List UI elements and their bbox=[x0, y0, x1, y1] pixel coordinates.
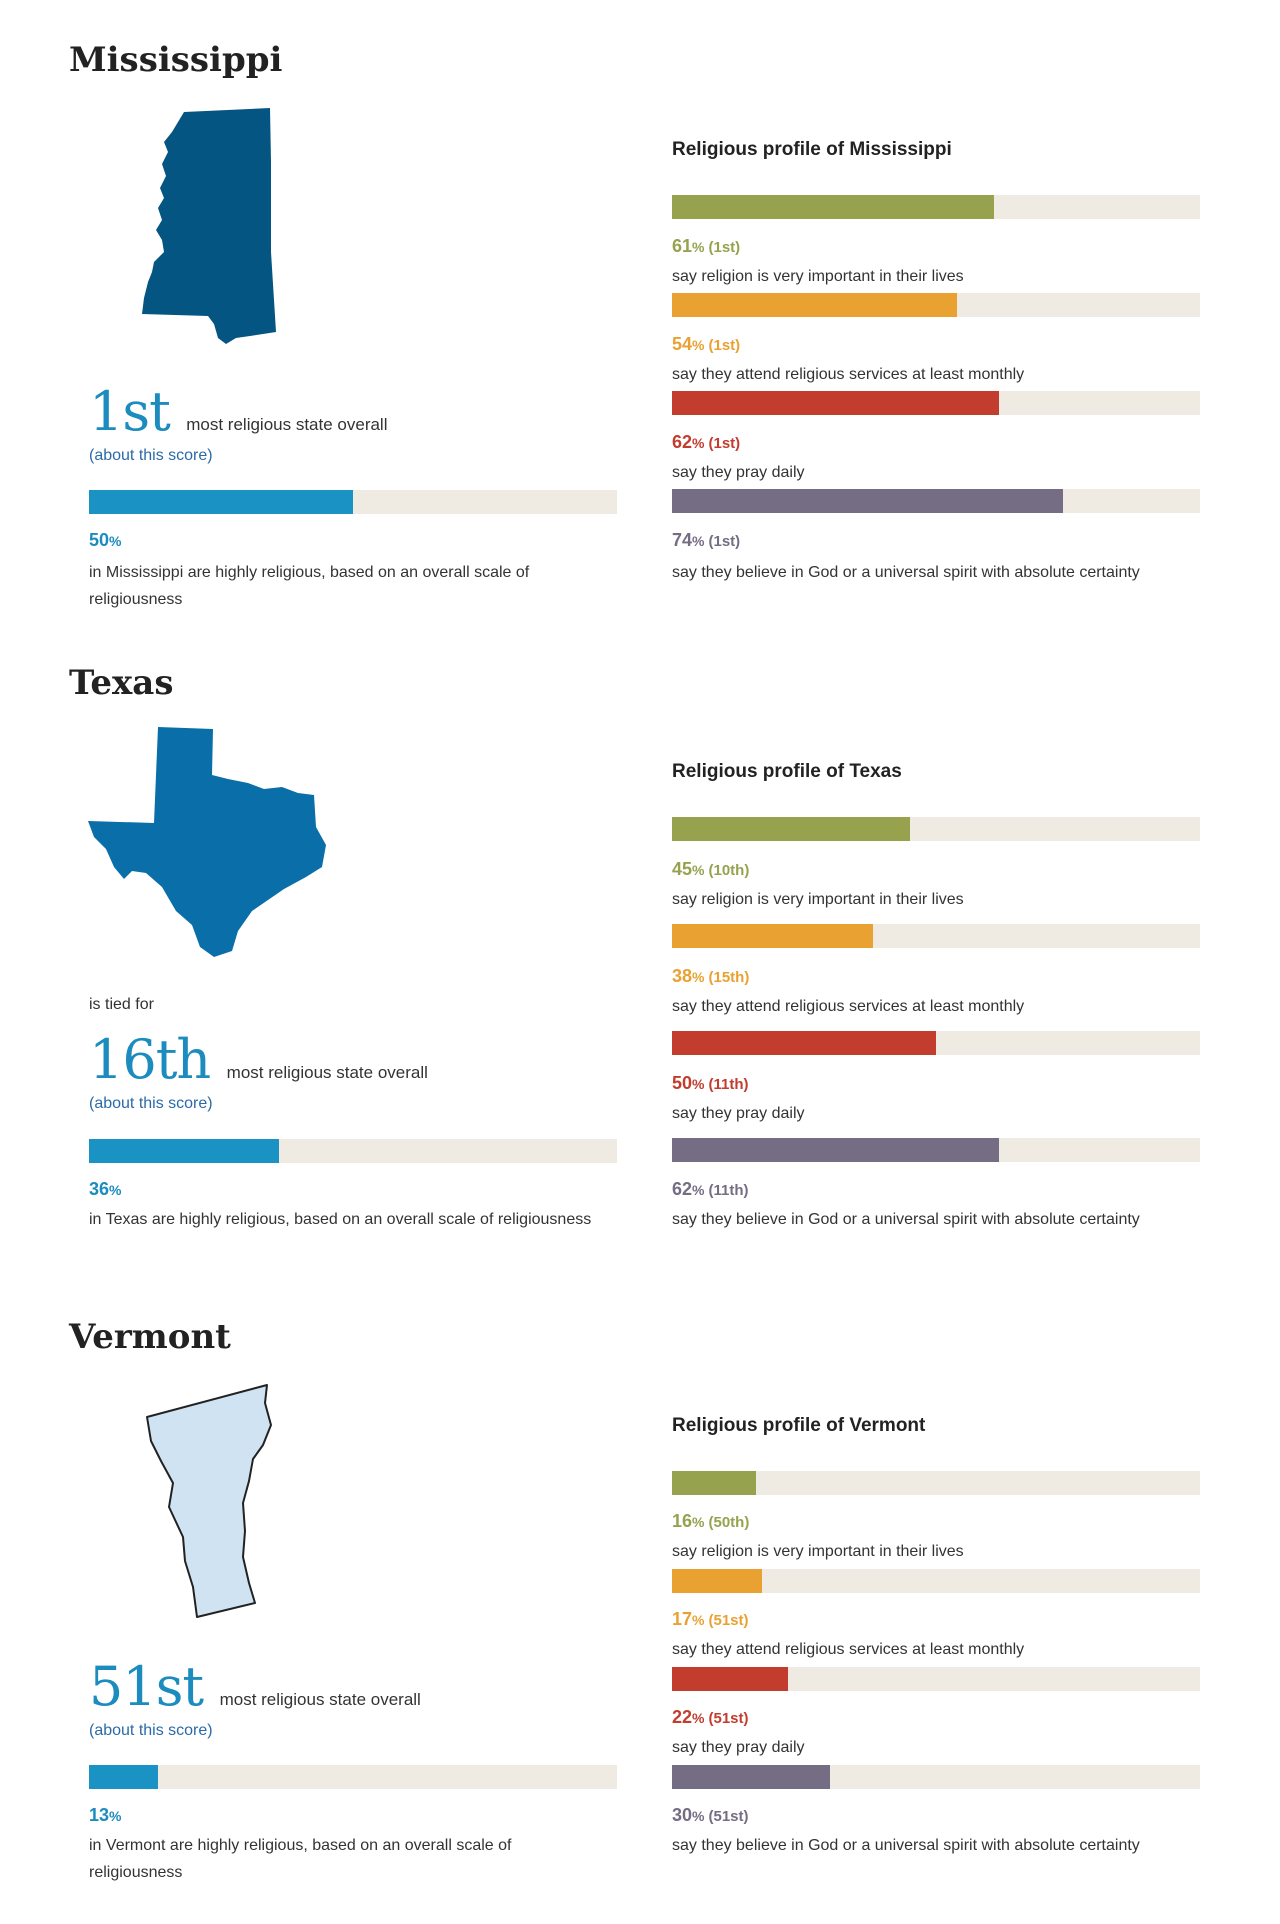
measure-description: say religion is very important in their lives bbox=[672, 268, 964, 285]
measure-percent: 50% (11th) bbox=[672, 1073, 749, 1093]
rank-label: most religious state overall bbox=[186, 415, 388, 434]
measure-bar bbox=[672, 293, 957, 317]
measure-percent: 16% (50th) bbox=[672, 1511, 750, 1531]
measure-description: say religion is very important in their lives bbox=[672, 1543, 964, 1560]
profile-title: Religious profile of Texas bbox=[672, 761, 902, 782]
overall-description: in Texas are highly religious, based on an overall scale of religiousness bbox=[89, 1211, 592, 1228]
overall-bar-track bbox=[89, 490, 617, 514]
overall-bar bbox=[89, 490, 353, 514]
measure-percent: 61% (1st) bbox=[672, 236, 741, 256]
state-section-texas bbox=[0, 663, 1280, 1273]
measure-bar-track bbox=[672, 1471, 1200, 1495]
measure-description: say they believe in God or a universal spirit with absolute certainty bbox=[672, 1211, 1140, 1228]
measure-description: say they attend religious services at least monthly bbox=[672, 998, 1025, 1015]
state-title: Vermont bbox=[69, 1317, 231, 1357]
measure-percent: 74% (1st) bbox=[672, 530, 741, 550]
measure-bar bbox=[672, 1031, 936, 1055]
measure-bar bbox=[672, 1765, 830, 1789]
measure-bar-track bbox=[672, 391, 1200, 415]
overall-percent: 13% bbox=[89, 1805, 122, 1825]
measure-description: say they believe in God or a universal spirit with absolute certainty bbox=[672, 1837, 1140, 1854]
measure-bar-track bbox=[672, 293, 1200, 317]
measure-description: say they pray daily bbox=[672, 464, 805, 481]
measure-percent: 38% (15th) bbox=[672, 966, 750, 986]
about-score-link[interactable]: (about this score) bbox=[89, 1095, 213, 1112]
measure-percent: 30% (51st) bbox=[672, 1805, 749, 1825]
measure-bar bbox=[672, 1667, 788, 1691]
overall-rank bbox=[89, 1655, 421, 1718]
overall-bar-track bbox=[89, 1139, 617, 1163]
rank-number: 16th bbox=[89, 1028, 211, 1091]
overall-percent: 36% bbox=[89, 1179, 122, 1199]
measure-bar-track bbox=[672, 1569, 1200, 1593]
rank-label: most religious state overall bbox=[219, 1690, 421, 1709]
measure-percent: 45% (10th) bbox=[672, 859, 750, 879]
measure-percent: 54% (1st) bbox=[672, 334, 741, 354]
measure-bar-track bbox=[672, 1667, 1200, 1691]
mississippi-map-icon bbox=[138, 102, 288, 344]
measure-bar-track bbox=[672, 817, 1200, 841]
overall-description: in Vermont are highly religious, based on an overall scale of religiousness bbox=[89, 1837, 512, 1881]
overall-description: in Mississippi are highly religious, based on an overall scale of religiousness bbox=[89, 564, 530, 608]
tied-label: is tied for bbox=[89, 996, 154, 1013]
measure-bar-track bbox=[672, 924, 1200, 948]
rank-label: most religious state overall bbox=[226, 1063, 428, 1082]
measure-percent: 17% (51st) bbox=[672, 1609, 749, 1629]
measure-bar bbox=[672, 817, 910, 841]
vermont-map-icon bbox=[145, 1381, 275, 1621]
rank-number: 1st bbox=[89, 380, 170, 443]
measure-percent: 62% (11th) bbox=[672, 1179, 749, 1199]
measure-bar bbox=[672, 1569, 762, 1593]
measure-description: say they pray daily bbox=[672, 1105, 805, 1122]
state-section-mississippi bbox=[0, 40, 1280, 630]
texas-map-icon bbox=[88, 727, 330, 959]
measure-description: say they pray daily bbox=[672, 1739, 805, 1756]
state-section-vermont bbox=[0, 1317, 1280, 1917]
overall-percent: 50% bbox=[89, 530, 122, 550]
measure-description: say they attend religious services at least monthly bbox=[672, 366, 1025, 383]
measure-bar-track bbox=[672, 1031, 1200, 1055]
measure-percent: 22% (51st) bbox=[672, 1707, 749, 1727]
about-score-link[interactable]: (about this score) bbox=[89, 447, 213, 464]
profile-title: Religious profile of Mississippi bbox=[672, 139, 952, 160]
state-title: Texas bbox=[69, 663, 174, 703]
measure-description: say they attend religious services at least monthly bbox=[672, 1641, 1025, 1658]
measure-description: say they believe in God or a universal spirit with absolute certainty bbox=[672, 564, 1140, 581]
measure-bar bbox=[672, 489, 1063, 513]
measure-bar-track bbox=[672, 489, 1200, 513]
measure-bar bbox=[672, 391, 999, 415]
measure-bar bbox=[672, 195, 994, 219]
state-title: Mississippi bbox=[69, 40, 283, 80]
measure-bar-track bbox=[672, 1765, 1200, 1789]
about-score-link[interactable]: (about this score) bbox=[89, 1722, 213, 1739]
measure-bar bbox=[672, 1471, 756, 1495]
measure-bar-track bbox=[672, 195, 1200, 219]
measure-percent: 62% (1st) bbox=[672, 432, 741, 452]
overall-rank bbox=[89, 380, 388, 443]
profile-title: Religious profile of Vermont bbox=[672, 1415, 926, 1436]
measure-description: say religion is very important in their lives bbox=[672, 891, 964, 908]
measure-bar bbox=[672, 924, 873, 948]
measure-bar bbox=[672, 1138, 999, 1162]
overall-rank bbox=[89, 1028, 428, 1091]
measure-bar-track bbox=[672, 1138, 1200, 1162]
overall-bar-track bbox=[89, 1765, 617, 1789]
overall-bar bbox=[89, 1139, 279, 1163]
rank-number: 51st bbox=[89, 1655, 204, 1718]
overall-bar bbox=[89, 1765, 158, 1789]
